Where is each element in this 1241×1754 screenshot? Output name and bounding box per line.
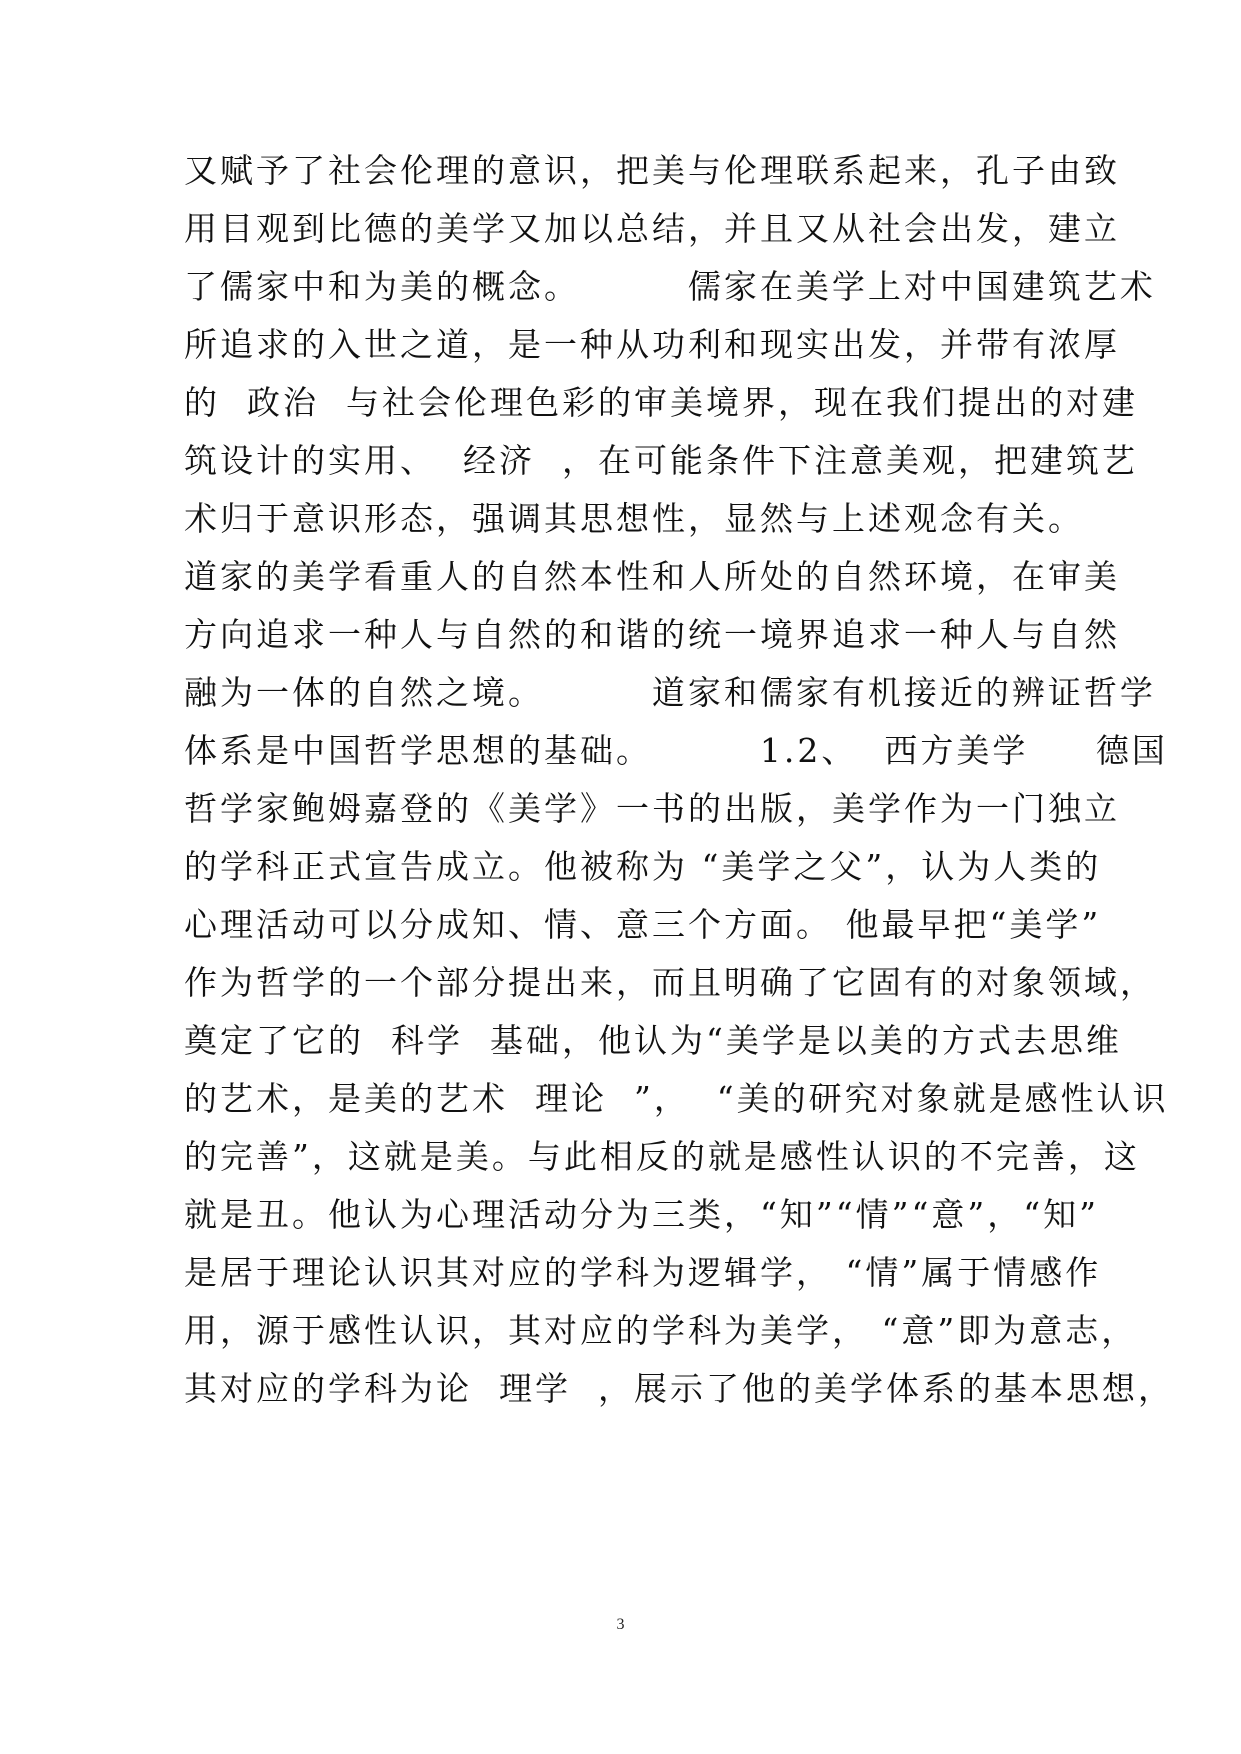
text-line: 的完善”，这就是美。与此相反的就是感性认识的不完善，这 [184, 1137, 1140, 1176]
text-line: 用目观到比德的美学又加以总结，并且又从社会出发，建立 [184, 209, 1120, 248]
text-line: 的学科正式宣告成立。他被称为 “美学之父”，认为人类的 [184, 847, 1102, 886]
text-line: 哲学家鲍姆嘉登的《美学》一书的出版，美学作为一门独立 [184, 789, 1120, 828]
page-number: 3 [616, 1616, 625, 1633]
text-line: 融为一体的自然之境。 道家和儒家有机接近的辨证哲学 [184, 673, 1156, 712]
text-line: 心理活动可以分成知、情、意三个方面。 他最早把“美学” [184, 905, 1102, 944]
text-line: 就是丑。他认为心理活动分为三类，“知”“情”“意”，“知” [184, 1195, 1099, 1234]
text-line: 的艺术，是美的艺术 理论 ”， “美的研究对象就是感性认识 [184, 1079, 1169, 1118]
text-line: 其对应的学科为论 理学 ，展示了他的美学体系的基本思想， [184, 1369, 1174, 1408]
text-line: 术归于意识形态，强调其思想性，显然与上述观念有关。 [184, 499, 1084, 538]
text-line: 奠定了它的 科学 基础，他认为“美学是以美的方式去思维 [184, 1021, 1122, 1060]
text-line: 用，源于感性认识，其对应的学科为美学， “意”即为意志， [184, 1311, 1138, 1350]
text-line: 方向追求一种人与自然的和谐的统一境界追求一种人与自然 [184, 615, 1120, 654]
text-line: 的 政治 与社会伦理色彩的审美境界，现在我们提出的对建 [184, 383, 1138, 422]
text-line: 所追求的入世之道，是一种从功利和现实出发，并带有浓厚 [184, 325, 1120, 364]
text-line: 道家的美学看重人的自然本性和人所处的自然环境，在审美 [184, 557, 1120, 596]
text-line: 作为哲学的一个部分提出来，而且明确了它固有的对象领域， [184, 963, 1156, 1002]
text-line: 又赋予了社会伦理的意识，把美与伦理联系起来，孔子由致 [184, 151, 1120, 190]
text-line: 是居于理论认识其对应的学科为逻辑学， “情”属于情感作 [184, 1253, 1102, 1292]
text-line: 了儒家中和为美的概念。 儒家在美学上对中国建筑艺术 [184, 267, 1156, 306]
text-line: 筑设计的实用、 经济 ，在可能条件下注意美观，把建筑艺 [184, 441, 1138, 480]
text-line: 体系是中国哲学思想的基础。 1.2、 西方美学 德国 [184, 731, 1168, 770]
